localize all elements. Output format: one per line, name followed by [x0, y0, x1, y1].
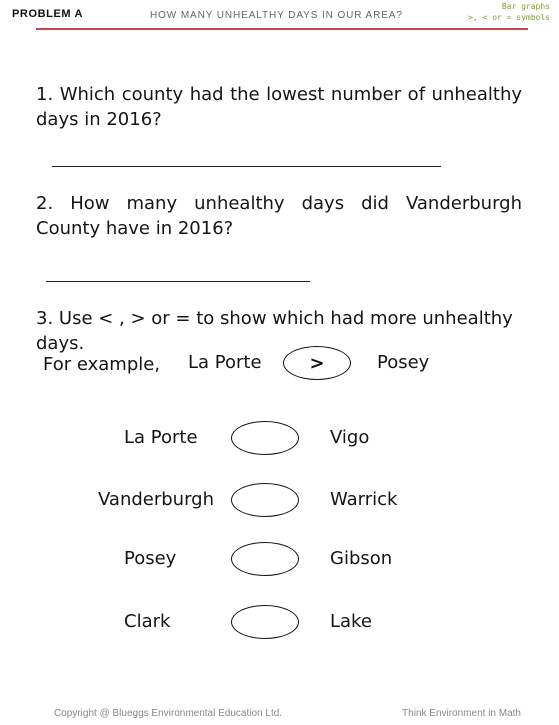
topic-tag-symbols: >, < or = symbols [468, 13, 550, 22]
problem-label: PROBLEM A [12, 8, 83, 20]
comparison-2-right: Warrick [330, 489, 398, 510]
header-divider [36, 28, 528, 30]
example-right-county: Posey [377, 352, 430, 373]
answer-line-1[interactable] [52, 166, 441, 167]
comparison-1-answer-oval[interactable] [231, 421, 299, 455]
comparison-2-answer-oval[interactable] [231, 483, 299, 517]
example-intro: For example, [43, 354, 161, 375]
question-2: 2. How many unhealthy days did Vanderburgh County have in 2016? [36, 193, 522, 239]
comparison-4-left: Clark [124, 611, 171, 632]
comparison-2-left: Vanderburgh [98, 489, 215, 510]
comparison-3-right: Gibson [330, 548, 393, 569]
topic-tags [468, 1, 550, 23]
comparison-4-right: Lake [330, 611, 372, 632]
answer-line-2[interactable] [46, 281, 310, 282]
question-3: 3. Use < , > or = to show which had more unhealthy days. [36, 308, 513, 354]
copyright-notice: Copyright @ Blueggs Environmental Education Ltd. [54, 708, 283, 719]
comparison-3-answer-oval[interactable] [231, 542, 299, 576]
question-1: 1. Which county had the lowest number of unhealthy days in 2016? [36, 84, 522, 130]
example-symbol-oval [283, 346, 351, 380]
comparison-1-left: La Porte [124, 427, 198, 448]
comparison-4-answer-oval[interactable] [231, 605, 299, 639]
comparison-1-right: Vigo [330, 427, 370, 448]
worksheet-title: HOW MANY UNHEALTHY DAYS IN OUR AREA? [150, 10, 403, 21]
topic-tag-bar-graphs: Bar graphs [501, 2, 550, 11]
series-name: Think Environment in Math [402, 708, 521, 719]
example-symbol: > [309, 352, 325, 374]
example-left-county: La Porte [188, 352, 262, 373]
comparison-3-left: Posey [124, 548, 177, 569]
